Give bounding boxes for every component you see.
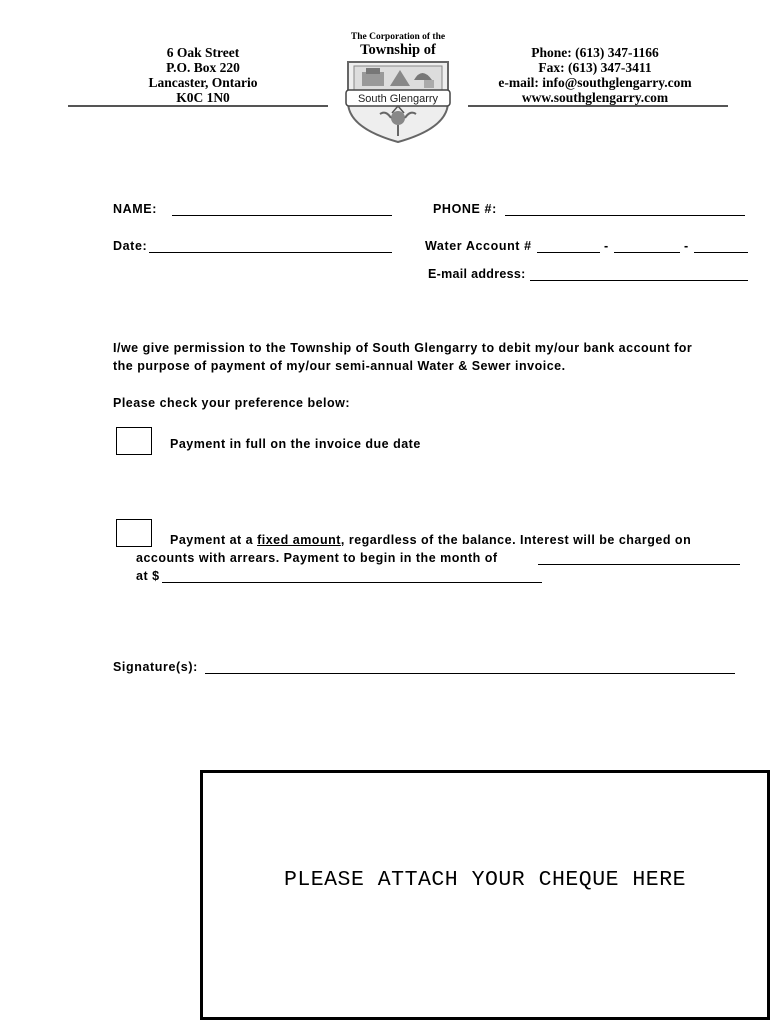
fixed-amount-emphasis: fixed amount <box>257 533 341 547</box>
contact-block <box>470 45 720 105</box>
address-divider <box>68 105 328 107</box>
phone-field[interactable] <box>505 215 745 216</box>
account-separator: - <box>684 239 689 253</box>
preference-prompt: Please check your preference below: <box>113 396 351 410</box>
fixed-amount-prefix: Payment at a <box>170 533 258 547</box>
email-address-field[interactable] <box>530 280 748 281</box>
signature-field[interactable] <box>205 673 735 674</box>
address-line: Lancaster, Ontario <box>148 75 258 90</box>
address-line: 6 Oak Street <box>166 45 240 60</box>
fixed-amount-checkbox[interactable] <box>116 519 152 547</box>
fixed-amount-label <box>170 531 691 549</box>
address-block <box>118 45 288 105</box>
logo-title: Township of <box>360 42 436 58</box>
water-account-field-part3[interactable] <box>694 252 748 253</box>
start-month-field[interactable] <box>538 564 740 565</box>
address-line: P.O. Box 220 <box>166 60 240 75</box>
township-crest-icon <box>340 58 456 144</box>
permission-paragraph <box>113 339 763 375</box>
website-line: www.southglengarry.com <box>521 90 669 105</box>
signature-label: Signature(s): <box>113 660 198 674</box>
email-line: e-mail: info@southglengarry.com <box>498 75 692 90</box>
date-label: Date: <box>113 239 148 253</box>
logo-banner: South Glengarry <box>357 93 439 105</box>
permission-line: I/we give permission to the Township of South Glengarry to debit my/our bank account for <box>113 341 693 355</box>
account-separator: - <box>604 239 609 253</box>
cheque-attachment-box <box>200 770 770 1020</box>
contact-divider <box>468 105 728 107</box>
fixed-amount-field[interactable] <box>162 582 542 583</box>
name-label: NAME: <box>113 202 157 216</box>
address-line: K0C 1N0 <box>176 90 230 105</box>
water-account-label: Water Account # <box>425 239 532 253</box>
fixed-amount-suffix: , regardless of the balance. Interest will be charged on <box>340 533 692 547</box>
water-account-field-part1[interactable] <box>537 252 600 253</box>
phone-label: PHONE #: <box>433 202 497 216</box>
payment-in-full-checkbox[interactable] <box>116 427 152 455</box>
date-field[interactable] <box>149 252 392 253</box>
phone-line: Phone: (613) 347-1166 <box>531 45 659 60</box>
payment-in-full-label: Payment in full on the invoice due date <box>170 437 421 451</box>
email-address-label: E-mail address: <box>428 267 526 281</box>
name-field[interactable] <box>172 215 392 216</box>
water-account-field-part2[interactable] <box>614 252 680 253</box>
logo-top-text: The Corporation of the <box>350 32 446 42</box>
cheque-instruction: PLEASE ATTACH YOUR CHEQUE HERE <box>283 868 687 892</box>
fax-line: Fax: (613) 347-3411 <box>538 60 652 75</box>
permission-line: the purpose of payment of my/our semi-annual Water & Sewer invoice. <box>113 359 566 373</box>
fixed-amount-line2: accounts with arrears. Payment to begin in the month of <box>136 551 498 565</box>
fixed-amount-line3: at $ <box>136 569 160 583</box>
